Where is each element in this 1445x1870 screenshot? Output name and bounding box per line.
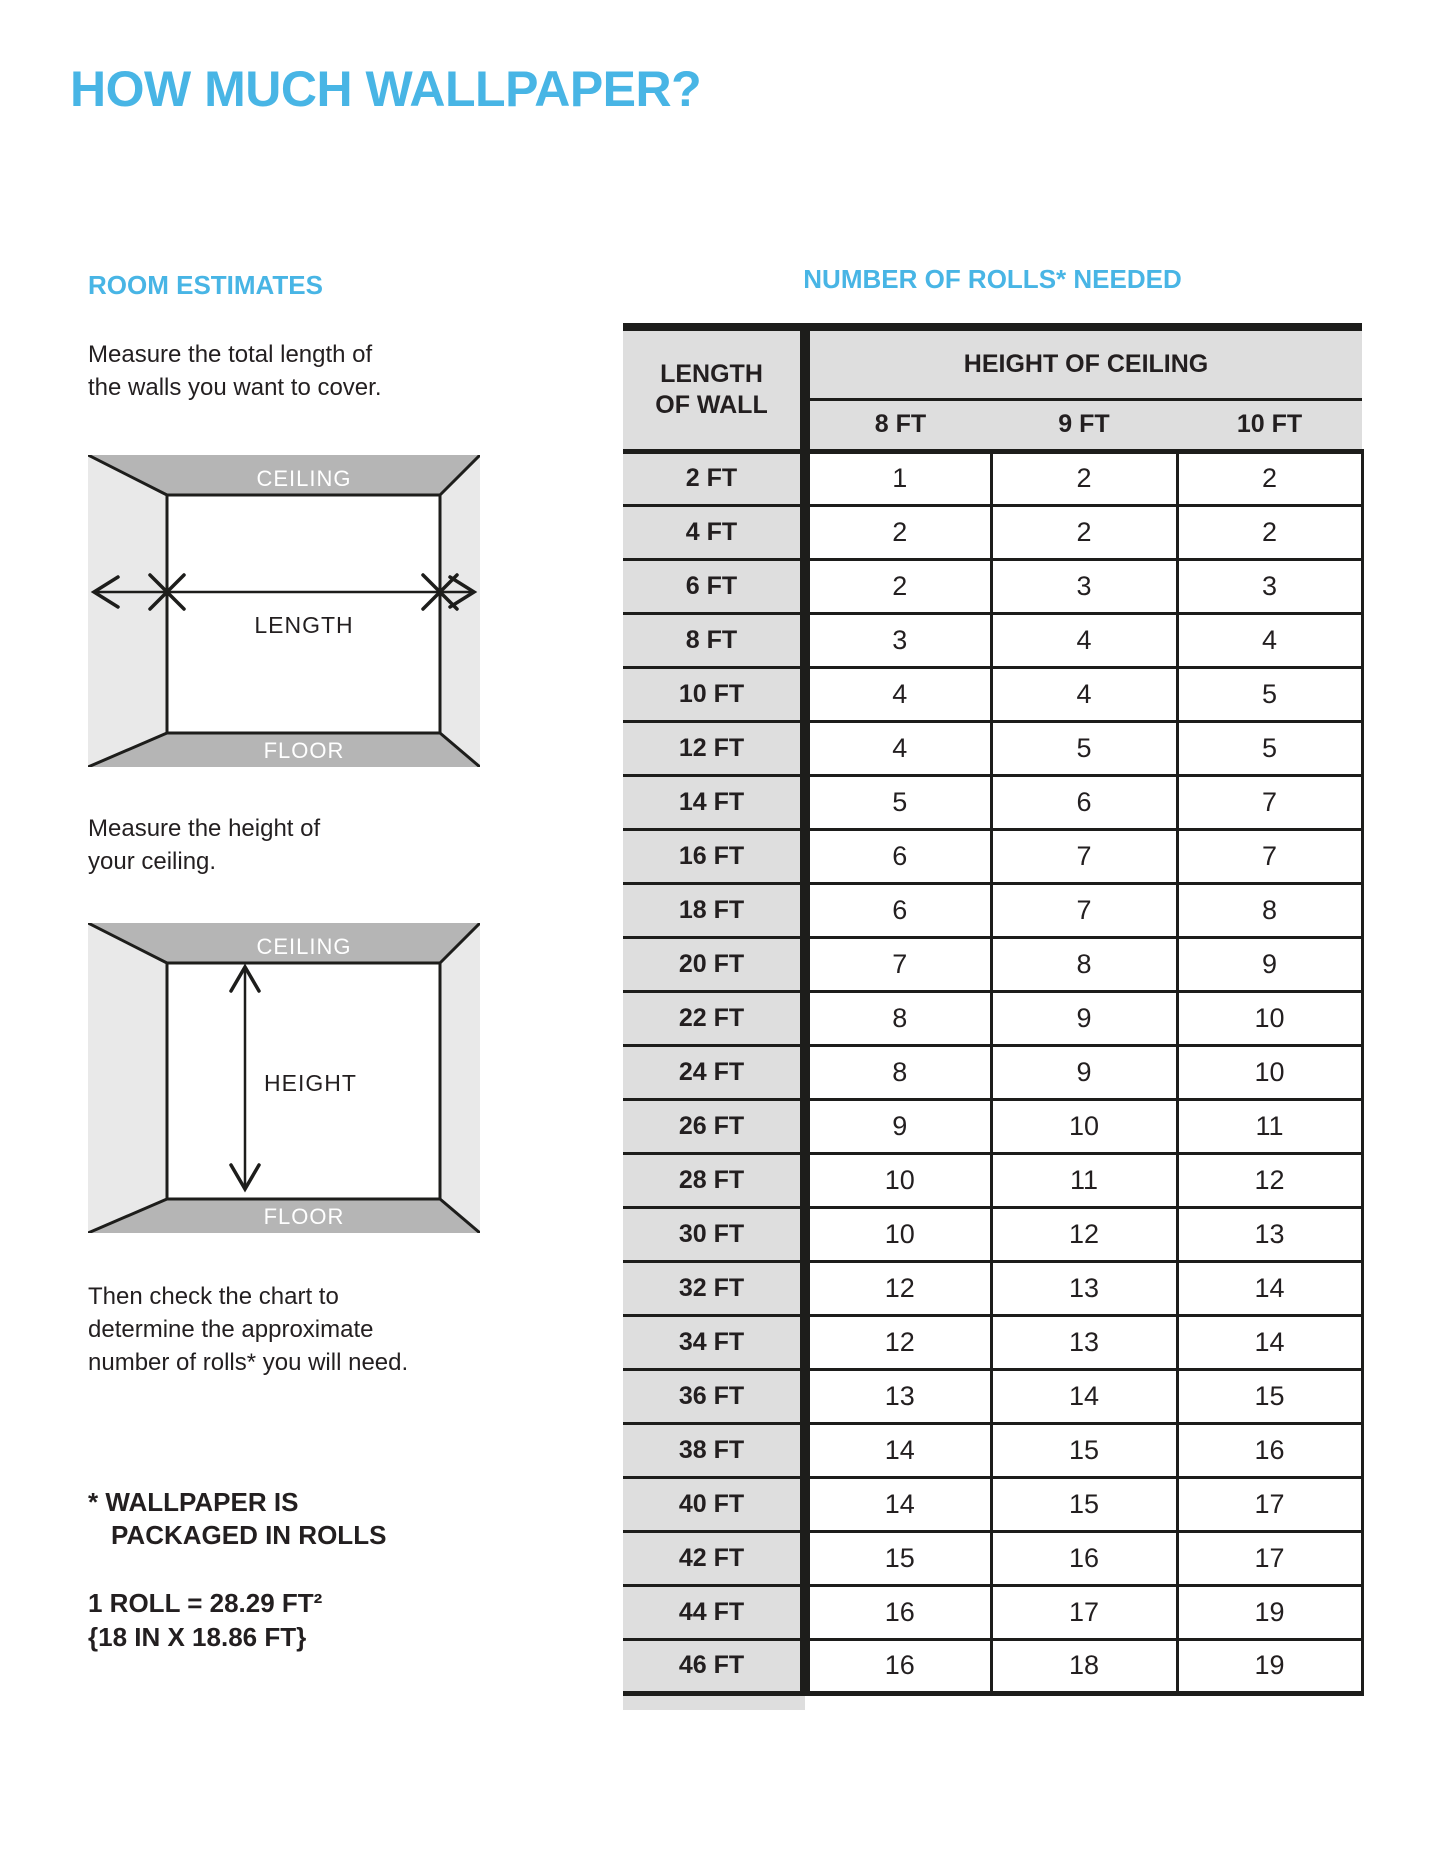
- room-height-diagram: [88, 923, 480, 1233]
- rolls-needed-heading: NUMBER OF ROLLS* NEEDED: [803, 264, 1182, 294]
- table-row: [623, 1099, 1362, 1153]
- rolls-value-9ft: 2: [991, 505, 1177, 559]
- wall-length-label: 32 FT: [623, 1261, 805, 1315]
- table-row: [623, 991, 1362, 1045]
- table-row: [623, 829, 1362, 883]
- table-row: [623, 1531, 1362, 1585]
- instruction-measure-height: [88, 812, 320, 878]
- instruction-line: the walls you want to cover.: [88, 374, 382, 401]
- page-title: HOW MUCH WALLPAPER?: [70, 61, 702, 117]
- rolls-value-9ft: 16: [991, 1531, 1177, 1585]
- rolls-value-9ft: 15: [991, 1477, 1177, 1531]
- rolls-value-9ft: 17: [991, 1585, 1177, 1639]
- table-row: [623, 559, 1362, 613]
- rolls-value-10ft: 10: [1177, 1045, 1362, 1099]
- rolls-value-10ft: 9: [1177, 937, 1362, 991]
- ceiling-label: CEILING: [256, 466, 352, 491]
- wall-length-label: 40 FT: [623, 1477, 805, 1531]
- wall-length-label: 36 FT: [623, 1369, 805, 1423]
- wall-length-label: 18 FT: [623, 883, 805, 937]
- rolls-value-9ft: 6: [991, 775, 1177, 829]
- wall-length-label: 30 FT: [623, 1207, 805, 1261]
- wall-length-label: 38 FT: [623, 1423, 805, 1477]
- rolls-footnote: [88, 1486, 386, 1552]
- table-row: [623, 1639, 1362, 1693]
- rolls-value-8ft: 12: [805, 1315, 991, 1369]
- rolls-value-9ft: 7: [991, 829, 1177, 883]
- table-row: [623, 1315, 1362, 1369]
- rolls-value-10ft: 16: [1177, 1423, 1362, 1477]
- rolls-value-8ft: 8: [805, 991, 991, 1045]
- rolls-value-10ft: 10: [1177, 991, 1362, 1045]
- rolls-value-8ft: 5: [805, 775, 991, 829]
- rolls-value-8ft: 3: [805, 613, 991, 667]
- room-estimates-heading: ROOM ESTIMATES: [88, 270, 323, 300]
- table-row: [623, 1261, 1362, 1315]
- rolls-value-9ft: 9: [991, 1045, 1177, 1099]
- rolls-value-8ft: 9: [805, 1099, 991, 1153]
- rolls-value-9ft: 7: [991, 883, 1177, 937]
- rolls-value-10ft: 5: [1177, 721, 1362, 775]
- rolls-value-8ft: 16: [805, 1585, 991, 1639]
- instruction-line: Then check the chart to: [88, 1283, 339, 1310]
- instruction-line: Measure the total length of: [88, 341, 373, 368]
- height-of-ceiling-header: HEIGHT OF CEILING: [805, 327, 1362, 399]
- table-row: [623, 937, 1362, 991]
- floor-label: FLOOR: [263, 1204, 345, 1229]
- rolls-value-10ft: 4: [1177, 613, 1362, 667]
- rolls-value-10ft: 17: [1177, 1531, 1362, 1585]
- roll-size-line: {18 IN X 18.86 FT}: [88, 1622, 307, 1652]
- rolls-value-10ft: 8: [1177, 883, 1362, 937]
- rolls-value-8ft: 1: [805, 451, 991, 505]
- rolls-value-10ft: 2: [1177, 505, 1362, 559]
- rolls-value-9ft: 12: [991, 1207, 1177, 1261]
- wall-length-label: 10 FT: [623, 667, 805, 721]
- wall-length-label: 20 FT: [623, 937, 805, 991]
- table-row: [623, 1585, 1362, 1639]
- rolls-value-9ft: 4: [991, 667, 1177, 721]
- rolls-value-10ft: 7: [1177, 775, 1362, 829]
- rolls-value-10ft: 7: [1177, 829, 1362, 883]
- wall-length-label: 12 FT: [623, 721, 805, 775]
- rolls-value-9ft: 5: [991, 721, 1177, 775]
- rolls-value-8ft: 14: [805, 1477, 991, 1531]
- instruction-line: your ceiling.: [88, 848, 217, 875]
- wall-length-label: 26 FT: [623, 1099, 805, 1153]
- rolls-value-8ft: 10: [805, 1153, 991, 1207]
- rolls-value-8ft: 6: [805, 883, 991, 937]
- table-row: [623, 1369, 1362, 1423]
- footnote-line: * WALLPAPER IS: [88, 1487, 299, 1517]
- header-line: LENGTH: [660, 359, 763, 388]
- rolls-value-10ft: 19: [1177, 1639, 1362, 1693]
- wall-length-label: 4 FT: [623, 505, 805, 559]
- table-row: [623, 1207, 1362, 1261]
- right-wall: [440, 923, 480, 1233]
- roll-size-info: [88, 1586, 322, 1654]
- table-row: [623, 883, 1362, 937]
- instruction-check-chart: [88, 1280, 408, 1379]
- rolls-value-10ft: 14: [1177, 1261, 1362, 1315]
- wall-length-label: 46 FT: [623, 1639, 805, 1693]
- rolls-value-8ft: 8: [805, 1045, 991, 1099]
- rolls-value-9ft: 9: [991, 991, 1177, 1045]
- wall-length-label: 42 FT: [623, 1531, 805, 1585]
- table-row: [623, 451, 1362, 505]
- instruction-line: Measure the height of: [88, 815, 321, 842]
- rolls-value-10ft: 2: [1177, 451, 1362, 505]
- length-label: LENGTH: [254, 612, 354, 638]
- rolls-value-9ft: 10: [991, 1099, 1177, 1153]
- rolls-value-9ft: 4: [991, 613, 1177, 667]
- rolls-value-9ft: 14: [991, 1369, 1177, 1423]
- rolls-value-8ft: 16: [805, 1639, 991, 1693]
- rolls-value-8ft: 12: [805, 1261, 991, 1315]
- wall-length-label: 16 FT: [623, 829, 805, 883]
- rolls-value-9ft: 11: [991, 1153, 1177, 1207]
- rolls-value-10ft: 11: [1177, 1099, 1362, 1153]
- rolls-value-8ft: 10: [805, 1207, 991, 1261]
- rolls-table: [623, 323, 1364, 1696]
- rolls-table-container: [623, 323, 1362, 1710]
- table-row: [623, 667, 1362, 721]
- rolls-value-10ft: 17: [1177, 1477, 1362, 1531]
- table-row: [623, 775, 1362, 829]
- table-row: [623, 505, 1362, 559]
- rolls-value-9ft: 15: [991, 1423, 1177, 1477]
- rolls-value-10ft: 19: [1177, 1585, 1362, 1639]
- table-row: [623, 721, 1362, 775]
- table-row: [623, 1423, 1362, 1477]
- instruction-line: determine the approximate: [88, 1316, 374, 1343]
- table-row: [623, 613, 1362, 667]
- rolls-value-8ft: 15: [805, 1531, 991, 1585]
- height-label: HEIGHT: [264, 1070, 357, 1096]
- rolls-value-9ft: 13: [991, 1315, 1177, 1369]
- wall-length-label: 24 FT: [623, 1045, 805, 1099]
- table-header-row: [623, 327, 1362, 399]
- footnote-line: PACKAGED IN ROLLS: [111, 1520, 387, 1550]
- wall-length-label: 22 FT: [623, 991, 805, 1045]
- room-length-diagram: [88, 455, 480, 767]
- rolls-value-8ft: 2: [805, 559, 991, 613]
- rolls-value-8ft: 2: [805, 505, 991, 559]
- wall-length-label: 14 FT: [623, 775, 805, 829]
- table-row: [623, 1153, 1362, 1207]
- rolls-value-10ft: 13: [1177, 1207, 1362, 1261]
- rolls-value-10ft: 12: [1177, 1153, 1362, 1207]
- instruction-line: number of rolls* you will need.: [88, 1349, 409, 1376]
- left-wall: [88, 455, 167, 767]
- ceiling-height-column-header: 9 FT: [991, 399, 1177, 451]
- rolls-value-9ft: 2: [991, 451, 1177, 505]
- rolls-value-9ft: 3: [991, 559, 1177, 613]
- roll-size-line: 1 ROLL = 28.29 FT²: [88, 1588, 323, 1618]
- length-of-wall-header: [623, 327, 805, 451]
- rolls-value-10ft: 5: [1177, 667, 1362, 721]
- floor-label: FLOOR: [263, 738, 345, 763]
- wall-length-label: 28 FT: [623, 1153, 805, 1207]
- rolls-value-8ft: 6: [805, 829, 991, 883]
- header-line: OF WALL: [655, 390, 768, 419]
- rolls-value-8ft: 13: [805, 1369, 991, 1423]
- table-footer-stub: [623, 1696, 805, 1710]
- table-row: [623, 1477, 1362, 1531]
- wall-length-label: 44 FT: [623, 1585, 805, 1639]
- rolls-value-9ft: 13: [991, 1261, 1177, 1315]
- instruction-measure-length: [88, 338, 381, 404]
- right-wall: [440, 455, 480, 767]
- rolls-value-10ft: 15: [1177, 1369, 1362, 1423]
- table-row: [623, 1045, 1362, 1099]
- rolls-value-8ft: 4: [805, 721, 991, 775]
- wall-length-label: 2 FT: [623, 451, 805, 505]
- rolls-value-10ft: 14: [1177, 1315, 1362, 1369]
- wall-length-label: 6 FT: [623, 559, 805, 613]
- rolls-value-8ft: 7: [805, 937, 991, 991]
- rolls-value-10ft: 3: [1177, 559, 1362, 613]
- left-wall: [88, 923, 167, 1233]
- wall-length-label: 8 FT: [623, 613, 805, 667]
- wall-length-label: 34 FT: [623, 1315, 805, 1369]
- rolls-value-8ft: 4: [805, 667, 991, 721]
- ceiling-label: CEILING: [256, 934, 352, 959]
- rolls-value-9ft: 8: [991, 937, 1177, 991]
- rolls-value-9ft: 18: [991, 1639, 1177, 1693]
- rolls-value-8ft: 14: [805, 1423, 991, 1477]
- ceiling-height-column-header: 10 FT: [1177, 399, 1362, 451]
- ceiling-height-column-header: 8 FT: [805, 399, 991, 451]
